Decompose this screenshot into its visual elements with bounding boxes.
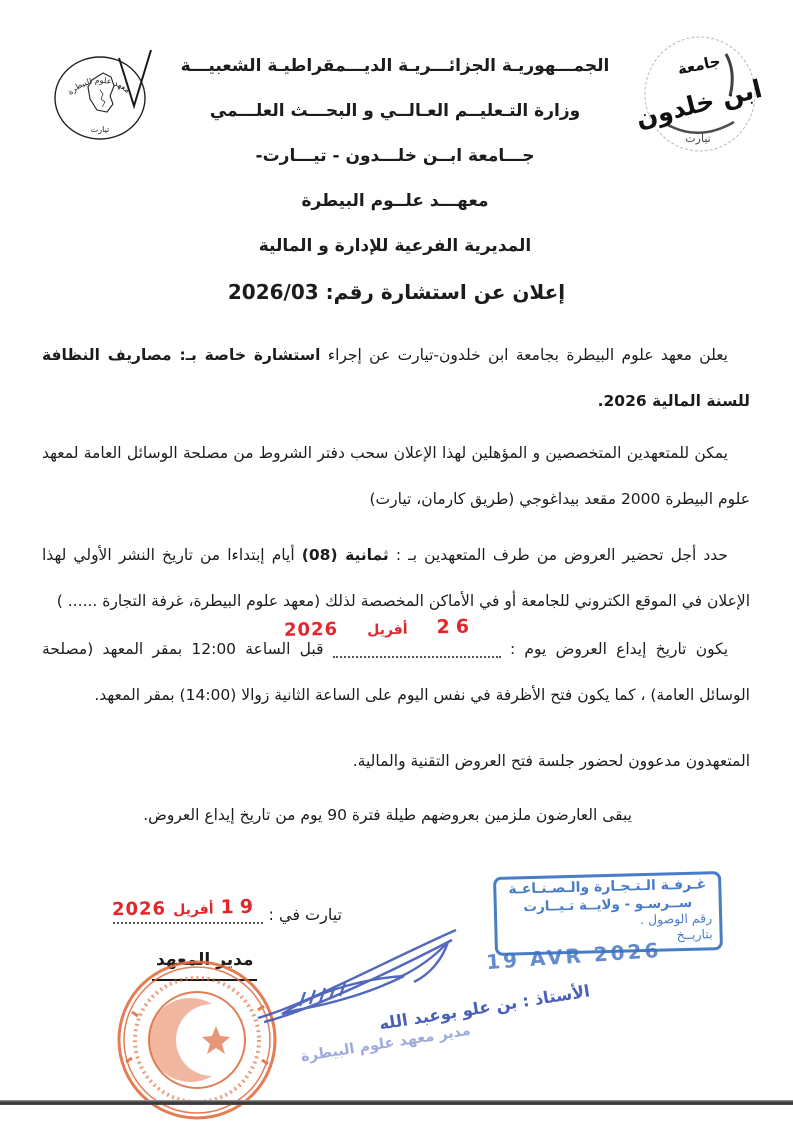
p4-pre-text: يكون تاريخ إيداع العروض يوم : — [500, 640, 729, 658]
p3-post-text: أيام إبتداءا من تاريخ النشر الأولي لهذا الإعلان في الموقع الكتروني للجامعة أو في الأماكن المخصصة لذلك (معهد علوم البيطرة، غرفة التجارة ...... ) — [42, 546, 750, 610]
p4-post-text: قبل الساعة 12:00 بمقر المعهد (مصلحة الوسائل العامة) ، كما يكون فتح الأظرفة في نفس اليوم على الساعة الثانية زوالا (14:00) بمقر المعهد. — [42, 640, 750, 704]
chamber-stamp-arrival: رقم الوصول . — [639, 910, 713, 928]
seal-star — [202, 1026, 230, 1054]
document-header — [160, 44, 630, 269]
director-name-stamp: الأستاذ : بن علو بوعبد الله — [377, 981, 592, 1034]
place-date-line — [50, 895, 342, 924]
logo-word-ibn-khaldoun: ابن خلدون — [638, 73, 762, 134]
sign-date-dotted-line — [111, 895, 263, 924]
p3-pre-text: حدد أجل تحضير العروض من طرف المتعهدين بـ : — [388, 546, 729, 564]
seal-bottom-text: تيارت — [90, 125, 110, 134]
pen-check-mark — [119, 50, 151, 106]
seal-top-text: معهد علوم البيطرة — [65, 75, 132, 97]
deposit-date-dotted-line — [283, 615, 501, 658]
header-line-ministry: وزارة التـعليــم العـالــي و البحـــث العلـــمي — [209, 101, 581, 121]
paragraph-announcement — [42, 332, 750, 424]
stamp-year: 2026 — [111, 898, 166, 921]
chamber-stamp-date-label: بتاريــخ — [676, 926, 713, 943]
logo-word-university: جامعة — [675, 51, 723, 79]
chamber-stamp-date: 19 AVR 2026 — [485, 937, 663, 975]
chamber-stamp-title: غـرفـة الـتـجـارة والـصـنـاعـة — [508, 876, 707, 898]
page-bottom-scan-edge — [0, 1100, 793, 1105]
stamp-month: أفريل — [366, 621, 408, 639]
p1-normal-text: يعلن معهد علوم البيطرة بجامعة ابن خلدون-تيارت عن إجراء — [320, 346, 728, 364]
university-calligraphy-logo — [638, 30, 762, 156]
institute-seal-drawing — [48, 42, 158, 152]
deposit-date-stamp — [283, 603, 497, 655]
institute-seal-logo — [48, 42, 158, 152]
stamp-year: 2026 — [283, 618, 339, 641]
chamber-stamp-region: ســرسـو - ولايــة تـيــارت — [523, 894, 693, 915]
header-line-university: جـــامعة ابــن خلـــدون - تيـــارت- — [255, 146, 535, 166]
header-line-directorate: المديرية الفرعية للإدارة و المالية — [258, 236, 532, 256]
university-logo-drawing — [638, 30, 762, 156]
stamp-month: أفريل — [172, 901, 214, 919]
seal-side-stars — [126, 1006, 268, 1064]
page-title: إعلان عن استشارة رقم: 2026/03 — [227, 280, 566, 304]
director-function-stamp: مدير معهد علوم البيطرة — [299, 1022, 472, 1066]
sign-date-stamp — [111, 896, 258, 921]
header-line-institute: معهـــد علــوم البيطرة — [301, 191, 489, 211]
director-title: مدير المعهد — [152, 950, 257, 981]
place-date-label: تيارت في : — [268, 905, 342, 924]
logo-word-tiaret: تيارت — [685, 132, 711, 145]
stamp-day: 19 — [219, 895, 259, 919]
p3-bold-text: ثمانية (08) — [301, 546, 389, 564]
document-body — [42, 332, 750, 838]
paragraph-validity: يبقى العارضون ملزمين بعروضهم طيلة فترة 90 يوم من تاريخ إيداع العروض. — [143, 806, 632, 824]
stamp-day: 26 — [436, 615, 475, 639]
paragraph-deposit-date — [42, 615, 750, 718]
paragraph-invitation: المتعهدون مدعوون لحضور جلسة فتح العروض التقنية والمالية. — [352, 752, 750, 770]
header-line-republic: الجمـــهوريـة الجزائـــريـة الديـــمقراطيـة الشعبيـــة — [180, 56, 610, 76]
paragraph-withdraw-specs: يمكن للمتعهدين المتخصصين و المؤهلين لهذا الإعلان سحب دفتر الشروط من مصلحة الوسائل العامة لمعهد علوم البيطرة 2000 مقعد بيداغوجي (طريق كارمان، تيارت) — [42, 444, 750, 508]
p1-bold-text: استشارة خاصة بـ: مصاريف النظافة للسنة المالية 2026. — [42, 346, 750, 410]
